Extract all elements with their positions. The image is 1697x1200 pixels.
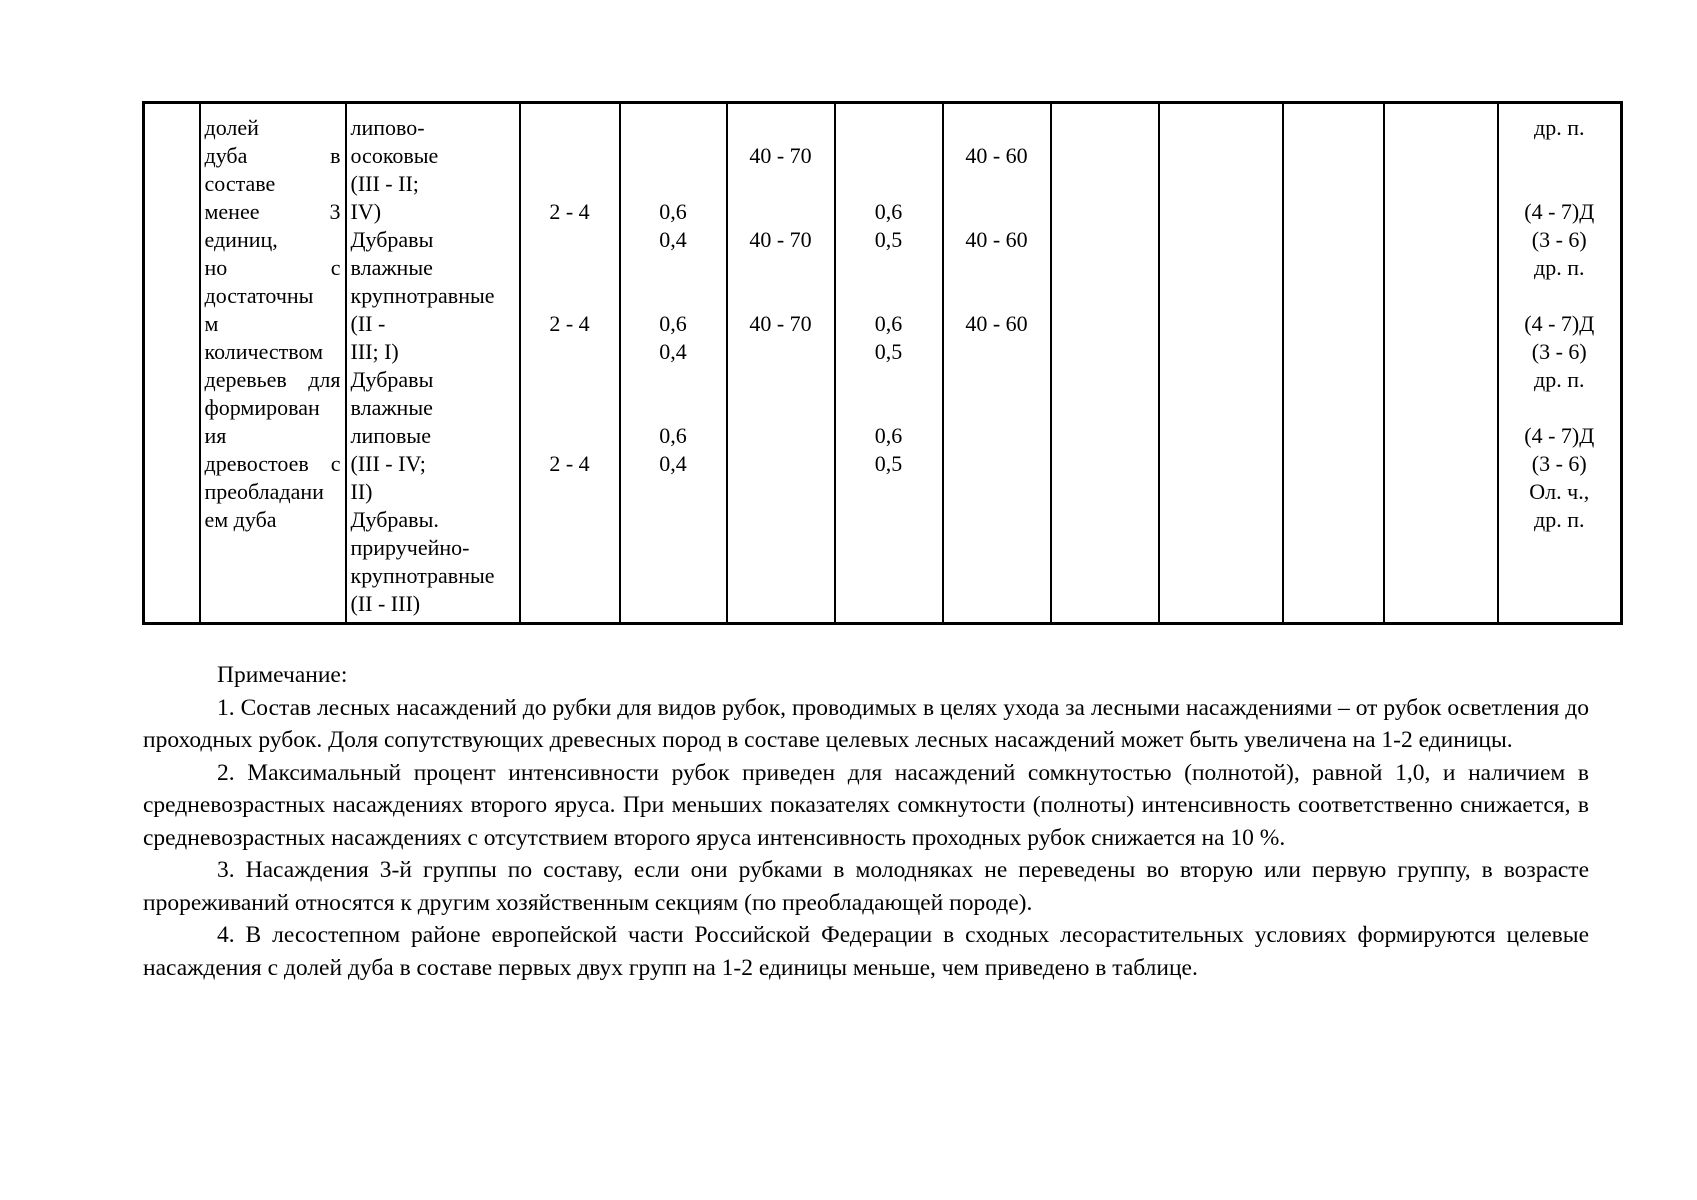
table-row (144, 103, 1622, 624)
composition-line: но с (204, 255, 341, 280)
notes-heading: Примечание: (217, 662, 348, 688)
table-cell-9 (1159, 103, 1283, 624)
composition-line: составе (204, 171, 276, 196)
table-cell-age: 2 - 4 2 - 4 2 - 4 (520, 103, 620, 624)
composition-line: менее 3 (204, 199, 341, 224)
note-item-1: 1. Состав лесных насаждений до рубки для видов рубок, проводимых в целях ухода за лесными насаждениями – от рубок осветления до проходных рубок. Доля сопутствующих древесных пород в составе целевых лесных насаждений может быть увеличена на 1-2 единицы. (143, 694, 1589, 753)
table-cell-composition (200, 103, 346, 624)
notes-section (143, 659, 1589, 984)
composition-line: достаточны (204, 283, 314, 308)
composition-line: дуба в (204, 143, 341, 168)
note-item-4: 4. В лесостепном районе европейской части Российской Федерации в сходных лесорастительных условиях формируются целевые насаждения с долей дуба в составе первых двух групп на 1-2 единицы меньше, чем приведено в таблице. (143, 922, 1589, 981)
composition-line: преобладани (204, 479, 324, 504)
composition-line: формирован (204, 395, 320, 420)
table-cell-0 (144, 103, 200, 624)
table-cell-forest-type: липово- осоковые (III - II; IV) Дубравы влажные крупнотравные (II - III; I) Дубравы влажные липовые (III - IV; II) Дубравы. приручейно- крупнотравные (II - III) (346, 103, 520, 624)
table-cell-11 (1384, 103, 1498, 624)
forest-table (142, 101, 1623, 625)
composition-lines (205, 114, 341, 534)
composition-line: древостоев с (204, 451, 341, 476)
table-cell-intensity-2: 40 - 60 40 - 60 40 - 60 (943, 103, 1051, 624)
table-cell-intensity-1: 40 - 70 40 - 70 40 - 70 (727, 103, 835, 624)
composition-line: ия (204, 423, 227, 448)
table-cell-density-1: 0,6 0,4 0,6 0,4 0,6 0,4 (620, 103, 727, 624)
composition-line: деревьев для (204, 367, 341, 392)
note-item-3: 3. Насаждения 3-й группы по составу, если они рубками в молодняках не переведены во вторую или первую группу, в возрасте прореживаний относятся к другим хозяйственным секциям (по преобладающей породе). (143, 857, 1589, 916)
composition-line: ем дуба (204, 507, 277, 532)
composition-line: долей (204, 115, 259, 140)
table-cell-target-composition: др. п. (4 - 7)Д (3 - 6) др. п. (4 - 7)Д (3 - 6) др. п. (4 - 7)Д (3 - 6) Ол. ч., др. п. (1498, 103, 1622, 624)
composition-line: м (204, 311, 219, 336)
composition-line: единиц, (204, 227, 278, 252)
table-cell-density-2: 0,6 0,5 0,6 0,5 0,6 0,5 (835, 103, 943, 624)
table-cell-8 (1051, 103, 1159, 624)
note-item-2: 2. Максимальный процент интенсивности рубок приведен для насаждений сомкнутостью (полнотой), равной 1,0, и наличием в средневозрастных насаждениях второго яруса. При меньших показателях сомкнутости (полноты) интенсивность соответственно снижается, в средневозрастных насаждениях с отсутствием второго яруса интенсивность проходных рубок снижается на 10 %. (143, 759, 1589, 851)
composition-line: количеством (204, 339, 324, 364)
table-cell-10 (1283, 103, 1384, 624)
